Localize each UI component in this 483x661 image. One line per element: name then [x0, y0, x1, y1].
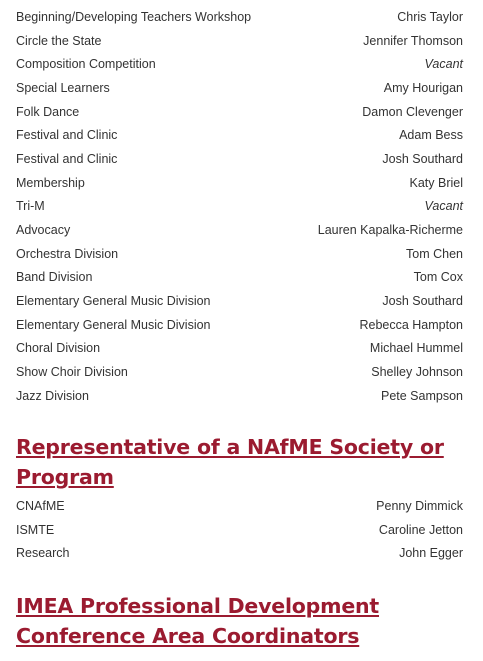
role-label: Band Division — [16, 270, 93, 285]
role-label: Elementary General Music Division — [16, 317, 211, 332]
list-item — [16, 5, 463, 29]
role-label: Show Choir Division — [16, 365, 128, 380]
list-item — [16, 541, 463, 565]
person-name: Josh Southard — [382, 294, 463, 309]
role-label: Special Learners — [16, 80, 110, 95]
role-label: Choral Division — [16, 341, 101, 356]
list-item — [16, 123, 463, 147]
role-label: ISMTE — [16, 522, 55, 537]
person-name: Chris Taylor — [397, 9, 463, 24]
list-item — [16, 360, 463, 384]
person-name: Josh Southard — [382, 151, 463, 166]
list-item — [16, 100, 463, 124]
list-item — [16, 313, 463, 337]
person-name: John Egger — [399, 546, 463, 561]
list-item — [16, 52, 463, 76]
role-label: Membership — [16, 175, 85, 190]
role-label: Tri-M — [16, 199, 45, 214]
list-item — [16, 147, 463, 171]
role-label: CNAfME — [16, 498, 65, 513]
list-item — [16, 218, 463, 242]
person-name: Penny Dimmick — [376, 498, 463, 513]
role-label: Circle the State — [16, 33, 102, 48]
role-label: Advocacy — [16, 223, 71, 238]
role-label: Composition Competition — [16, 57, 156, 72]
committee-chairs-list — [16, 5, 463, 408]
list-item — [16, 171, 463, 195]
list-item — [16, 242, 463, 266]
role-label: Folk Dance — [16, 104, 80, 119]
vacant-label: Vacant — [424, 57, 463, 72]
nafme-representatives-list — [16, 494, 463, 565]
list-item — [16, 289, 463, 313]
person-name: Tom Cox — [413, 270, 463, 285]
list-item — [16, 518, 463, 542]
nafme-section-heading: Representative of a NAfME Society or Program — [16, 435, 444, 489]
person-name: Adam Bess — [399, 128, 463, 143]
list-item — [16, 29, 463, 53]
list-item — [16, 384, 463, 408]
list-item — [16, 76, 463, 100]
person-name: Jennifer Thomson — [363, 33, 463, 48]
role-label: Festival and Clinic — [16, 151, 118, 166]
list-item — [16, 195, 463, 219]
list-item — [16, 494, 463, 518]
person-name: Amy Hourigan — [383, 80, 463, 95]
role-label: Jazz Division — [16, 388, 89, 403]
person-name: Pete Sampson — [381, 388, 463, 403]
person-name: Rebecca Hampton — [359, 317, 463, 332]
person-name: Shelley Johnson — [371, 365, 463, 380]
conference-section-heading: IMEA Professional Development Conference Area Coordinators — [16, 594, 380, 648]
vacant-label: Vacant — [424, 199, 463, 214]
person-name: Damon Clevenger — [362, 104, 463, 119]
list-item — [16, 337, 463, 361]
person-name: Lauren Kapalka-Richerme — [317, 223, 463, 238]
role-label: Elementary General Music Division — [16, 294, 211, 309]
list-item — [16, 266, 463, 290]
role-label: Orchestra Division — [16, 246, 119, 261]
role-label: Research — [16, 546, 70, 561]
role-label: Beginning/Developing Teachers Workshop — [16, 9, 252, 24]
person-name: Katy Briel — [409, 175, 463, 190]
person-name: Caroline Jetton — [378, 522, 463, 537]
person-name: Tom Chen — [406, 246, 463, 261]
person-name: Michael Hummel — [369, 341, 463, 356]
role-label: Festival and Clinic — [16, 128, 118, 143]
